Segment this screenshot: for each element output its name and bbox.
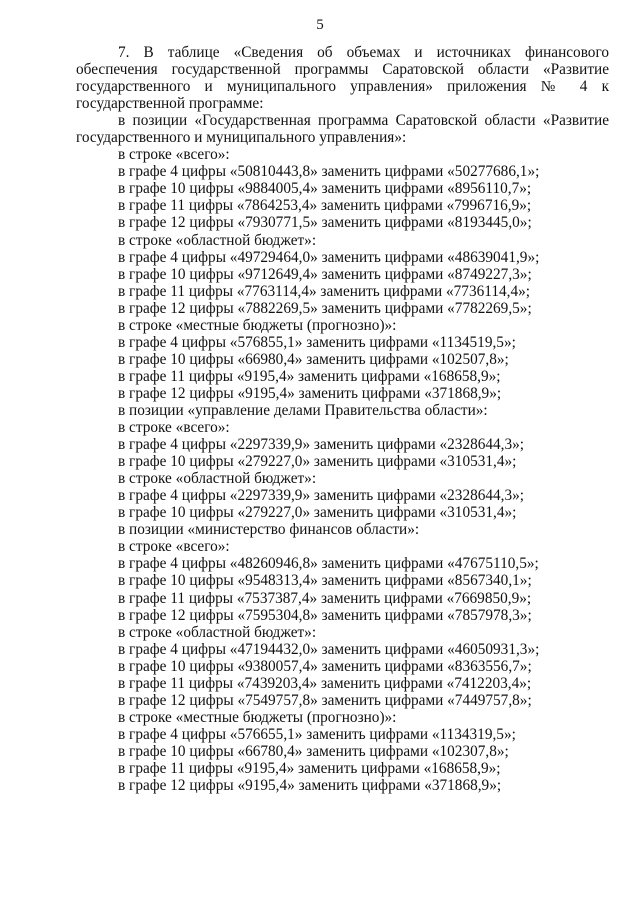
- amendment-line: в графе 10 цифры «9712649,4» заменить цифрами «8749227,3»;: [118, 265, 532, 283]
- amendment-line: в графе 10 цифры «279227,0» заменить цифрами «310531,4»;: [118, 504, 517, 522]
- amendment-line: в графе 4 цифры «48260946,8» заменить цифрами «47675110,5»;: [118, 555, 539, 573]
- amendment-line: в строке «областной бюджет»:: [118, 231, 317, 249]
- intro-paragraph: 7. В таблице «Сведения об объемах и источниках финансового обеспечения государственной программы Саратовской области «Развитие государственного и муниципального управления» приложения № 4 к государственной программе:: [76, 44, 609, 113]
- amendment-line: в графе 4 цифры «576855,1» заменить цифрами «1134519,5»;: [118, 333, 516, 351]
- amendment-line: в графе 11 цифры «7864253,4» заменить цифрами «7996716,9»;: [118, 197, 532, 215]
- amendment-line: в графе 10 цифры «9548313,4» заменить цифрами «8567340,1»;: [118, 572, 532, 590]
- amendment-line: в графе 10 цифры «9884005,4» заменить цифрами «8956110,7»;: [118, 180, 532, 198]
- amendment-line: в графе 10 цифры «9380057,4» заменить цифрами «8363556,7»;: [118, 657, 532, 675]
- amendment-line: в графе 10 цифры «66780,4» заменить цифрами «102307,8»;: [118, 742, 509, 760]
- amendment-line: в строке «областной бюджет»:: [118, 470, 317, 488]
- amendment-line: в графе 11 цифры «7439203,4» заменить цифрами «7412203,4»;: [118, 674, 532, 692]
- amendment-line: в графе 11 цифры «9195,4» заменить цифрами «168658,9»;: [118, 367, 501, 385]
- amendment-line: в графе 4 цифры «576655,1» заменить цифрами «1134319,5»;: [118, 725, 516, 743]
- amendment-line: в графе 4 цифры «2297339,9» заменить цифрами «2328644,3»;: [118, 436, 525, 454]
- amendment-line: в графе 12 цифры «9195,4» заменить цифрами «371868,9»;: [118, 384, 502, 402]
- amendment-line: в графе 11 цифры «7763114,4» заменить цифрами «7736114,4»;: [118, 282, 530, 300]
- amendment-line: в графе 11 цифры «7537387,4» заменить цифрами «7669850,9»;: [118, 589, 532, 607]
- amendment-line: в графе 4 цифры «50810443,8» заменить цифрами «50277686,1»;: [118, 163, 540, 181]
- amendment-line: в строке «всего»:: [118, 146, 230, 164]
- amendment-line: в строке «областной бюджет»:: [118, 623, 317, 641]
- amendment-line: в позиции «управление делами Правительства области»:: [118, 401, 488, 419]
- amendment-line: в строке «всего»:: [118, 538, 230, 556]
- amendment-line: в графе 12 цифры «7882269,5» заменить цифрами «7782269,5»;: [118, 299, 532, 317]
- amendment-line: в графе 4 цифры «49729464,0» заменить цифрами «48639041,9»;: [118, 248, 540, 266]
- amendment-line: в строке «местные бюджеты (прогнозно)»:: [118, 708, 397, 726]
- amendment-line: в строке «всего»:: [118, 419, 230, 437]
- amendment-line: в графе 4 цифры «47194432,0» заменить цифрами «46050931,3»;: [118, 640, 540, 658]
- amendment-line: в графе 10 цифры «279227,0» заменить цифрами «310531,4»;: [118, 453, 517, 471]
- position-paragraph: в позиции «Государственная программа Саратовской области «Развитие государственного и муниципального управления»:: [76, 112, 609, 147]
- amendment-line: в строке «местные бюджеты (прогнозно)»:: [118, 316, 397, 334]
- page-number: 5: [316, 17, 324, 33]
- amendment-line: в графе 11 цифры «9195,4» заменить цифрами «168658,9»;: [118, 759, 501, 777]
- amendment-line: в графе 4 цифры «2297339,9» заменить цифрами «2328644,3»;: [118, 487, 525, 505]
- amendment-line: в графе 12 цифры «7930771,5» заменить цифрами «8193445,0»;: [118, 214, 532, 232]
- amendment-line: в графе 12 цифры «7549757,8» заменить цифрами «7449757,8»;: [118, 691, 532, 709]
- amendment-line: в графе 12 цифры «7595304,8» заменить цифрами «7857978,3»;: [118, 606, 532, 624]
- amendment-line: в позиции «министерство финансов области»:: [118, 521, 420, 539]
- document-body: [76, 44, 609, 794]
- amendment-line: в графе 12 цифры «9195,4» заменить цифрами «371868,9»;: [118, 777, 502, 795]
- amendment-line: в графе 10 цифры «66980,4» заменить цифрами «102507,8»;: [118, 350, 509, 368]
- amendment-lines: [76, 146, 609, 794]
